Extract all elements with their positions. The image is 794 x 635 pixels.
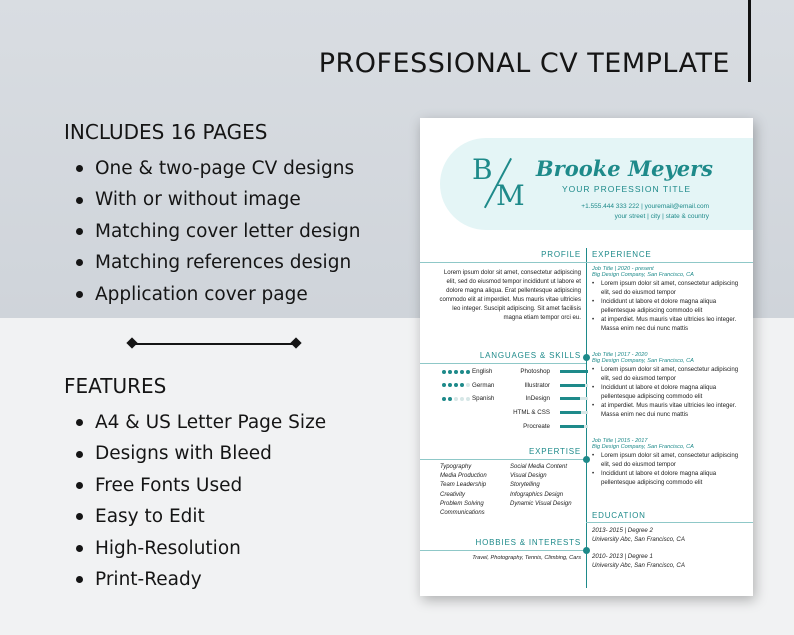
list-item: Application cover page <box>76 279 361 310</box>
divider <box>420 550 586 551</box>
skill-bar <box>560 425 588 428</box>
skill-bar-fill <box>560 370 588 373</box>
skill-bar-fill <box>560 411 581 414</box>
expertise-title: EXPERTISE <box>529 447 581 456</box>
list-item: • Lorem ipsum dolor sit amet, consectetur adipiscing elit, sed do eiusmod tempor <box>592 451 742 469</box>
education-entry: 2013- 2015 | Degree 2 University Abc, San Francisco, CA <box>592 527 685 543</box>
skill-row <box>512 365 588 379</box>
language-row <box>442 379 494 392</box>
cv-profession: YOUR PROFESSION TITLE <box>561 184 691 194</box>
features-list <box>76 407 326 595</box>
list-item: Print-Ready <box>76 564 326 595</box>
list-item: • Incididunt ut labore et dolore magna aliqua pellentesque adipiscing commodo elit <box>592 383 742 401</box>
level-dot <box>448 397 452 401</box>
skill-bar-fill <box>560 425 584 428</box>
level-dot <box>466 383 470 387</box>
monogram-letter: M <box>496 179 525 212</box>
cv-contact: +1.555.444 333 222 | youremail@email.com your street | city | state & country <box>581 203 709 220</box>
list-item: Easy to Edit <box>76 501 326 532</box>
skill-row <box>512 392 588 406</box>
experience-title: EXPERIENCE <box>592 250 652 259</box>
skill-name: Photoshop <box>520 368 550 376</box>
skill-bar <box>560 370 588 373</box>
level-dot <box>466 370 470 374</box>
level-dot <box>454 370 458 374</box>
bullet-icon <box>76 451 83 458</box>
skill-bar-fill <box>560 384 585 387</box>
skill-bar <box>560 384 588 387</box>
bullet-icon <box>76 419 83 426</box>
includes-list <box>76 153 361 310</box>
languages-title: LANGUAGES & SKILLS <box>479 351 581 360</box>
bullet-icon <box>76 228 83 235</box>
monogram <box>472 153 525 213</box>
level-dot <box>466 397 470 401</box>
bullet-icon <box>76 576 83 583</box>
expertise-column: Social Media Content Visual Design Storytelling Infographics Design Dynamic Visual Design <box>510 464 572 507</box>
section-divider <box>131 343 297 345</box>
level-dot <box>448 383 452 387</box>
list-item: • at imperdiet. Mus mauris vitae ultricies leo integer. Massa enim nec dui nunc mattis <box>592 401 742 419</box>
list-item: • at imperdiet. Mus mauris vitae ultricies leo integer. Massa enim nec dui nunc mattis <box>592 315 742 333</box>
job-entry: Job Title | 2020 - present Big Design Company, San Francisco, CA • Lorem ipsum dolor sit amet, consectetur adipiscing elit, sed do eiusmod tempor • Incididunt ut labore et dolore magna aliqua pellentesque adipiscing commodo elit • at imperdiet. Mus mauris vitae ultricies leo integer. Massa enim nec dui nunc mattis <box>592 266 742 333</box>
level-dots <box>442 383 472 387</box>
profile-text: Lorem ipsum dolor sit amet, consectetur adipiscing elit, sed do eiusmod tempor incididunt ut labore et dolore magna aliqua. Erat pellentesque adipiscing commodo elit at imperdiet. Mus mauris vitae ultricies leo integer. Suscipit adipiscing. Sit amet facilisis magna etiam tempor orci eu. <box>439 269 581 321</box>
language-name: German <box>472 381 495 389</box>
skill-name: Procreate <box>523 422 550 430</box>
bullet-icon <box>76 259 83 266</box>
divider <box>586 262 753 263</box>
list-item: • Incididunt ut labore et dolore magna aliqua pellentesque adipiscing commodo elit <box>592 469 742 487</box>
bullet-icon <box>76 513 83 520</box>
list-item: Matching references design <box>76 247 361 278</box>
hobbies-text: Travel, Photography, Tennis, Climbing, Cars <box>472 555 581 561</box>
monogram-letter: B <box>472 153 493 186</box>
level-dot <box>442 383 446 387</box>
cv-name: Brooke Meyers <box>535 156 713 181</box>
page-title: PROFESSIONAL CV TEMPLATE <box>318 48 730 79</box>
list-item: Matching cover letter design <box>76 216 361 247</box>
bullet-icon <box>76 165 83 172</box>
bullet-icon <box>76 545 83 552</box>
title-accent-bar <box>748 0 751 82</box>
expertise-column: Typography Media Production Team Leadership Creativity Problem Solving Communications <box>440 464 487 517</box>
skill-row <box>512 419 588 433</box>
skill-bar <box>560 397 588 400</box>
level-dot <box>448 370 452 374</box>
job-entry: Job Title | 2017 - 2020 Big Design Company, San Francisco, CA • Lorem ipsum dolor sit amet, consectetur adipiscing elit, sed do eiusmod tempor • Incididunt ut labore et dolore magna aliqua pellentesque adipiscing commodo elit • at imperdiet. Mus mauris vitae ultricies leo integer. Massa enim nec dui nunc mattis <box>592 352 742 419</box>
list-item: With or without image <box>76 184 361 215</box>
skill-row <box>512 406 588 420</box>
bullet-icon <box>76 482 83 489</box>
list-item: Designs with Bleed <box>76 438 326 469</box>
divider <box>586 522 753 523</box>
level-dot <box>460 370 464 374</box>
skill-bar <box>560 411 588 414</box>
language-name: English <box>472 368 493 375</box>
skill-name: HTML & CSS <box>513 409 550 417</box>
education-entry: 2010- 2013 | Degree 1 University Abc, San Francisco, CA <box>592 553 685 569</box>
divider <box>420 262 586 263</box>
level-dot <box>460 383 464 387</box>
timeline-node <box>583 456 590 463</box>
divider <box>420 459 586 460</box>
language-row <box>442 365 492 378</box>
skill-row <box>512 379 588 393</box>
timeline-node <box>583 354 590 361</box>
skill-bar-fill <box>560 397 580 400</box>
level-dot <box>442 370 446 374</box>
cv-preview <box>420 118 753 596</box>
bullet-icon <box>76 291 83 298</box>
includes-heading: INCLUDES 16 PAGES <box>64 120 268 144</box>
level-dot <box>454 383 458 387</box>
list-item: • Lorem ipsum dolor sit amet, consectetur adipiscing elit, sed do eiusmod tempor <box>592 365 742 383</box>
level-dot <box>454 397 458 401</box>
skill-name: Illustrator <box>524 381 550 389</box>
language-row <box>442 392 494 405</box>
bullet-icon <box>76 197 83 204</box>
timeline-node <box>583 547 590 554</box>
divider <box>420 363 586 364</box>
hobbies-title: HOBBIES & INTERESTS <box>475 538 581 547</box>
list-item: • Lorem ipsum dolor sit amet, consectetur adipiscing elit, sed do eiusmod tempor <box>592 279 742 297</box>
level-dots <box>442 370 472 374</box>
education-title: EDUCATION <box>592 511 646 520</box>
features-heading: FEATURES <box>64 374 167 398</box>
profile-title: PROFILE <box>541 250 581 259</box>
list-item: High-Resolution <box>76 533 326 564</box>
list-item: Free Fonts Used <box>76 470 326 501</box>
level-dot <box>442 397 446 401</box>
job-entry: Job Title | 2015 - 2017 Big Design Company, San Francisco, CA • Lorem ipsum dolor sit amet, consectetur adipiscing elit, sed do eiusmod tempor • Incididunt ut labore et dolore magna aliqua pellentesque adipiscing commodo elit <box>592 438 742 487</box>
list-item: A4 & US Letter Page Size <box>76 407 326 438</box>
list-item: • Incididunt ut labore et dolore magna aliqua pellentesque adipiscing commodo elit <box>592 297 742 315</box>
language-name: Spanish <box>472 395 495 402</box>
level-dots <box>442 397 472 401</box>
list-item: One & two-page CV designs <box>76 153 361 184</box>
level-dot <box>460 397 464 401</box>
skill-name: InDesign <box>525 395 550 403</box>
